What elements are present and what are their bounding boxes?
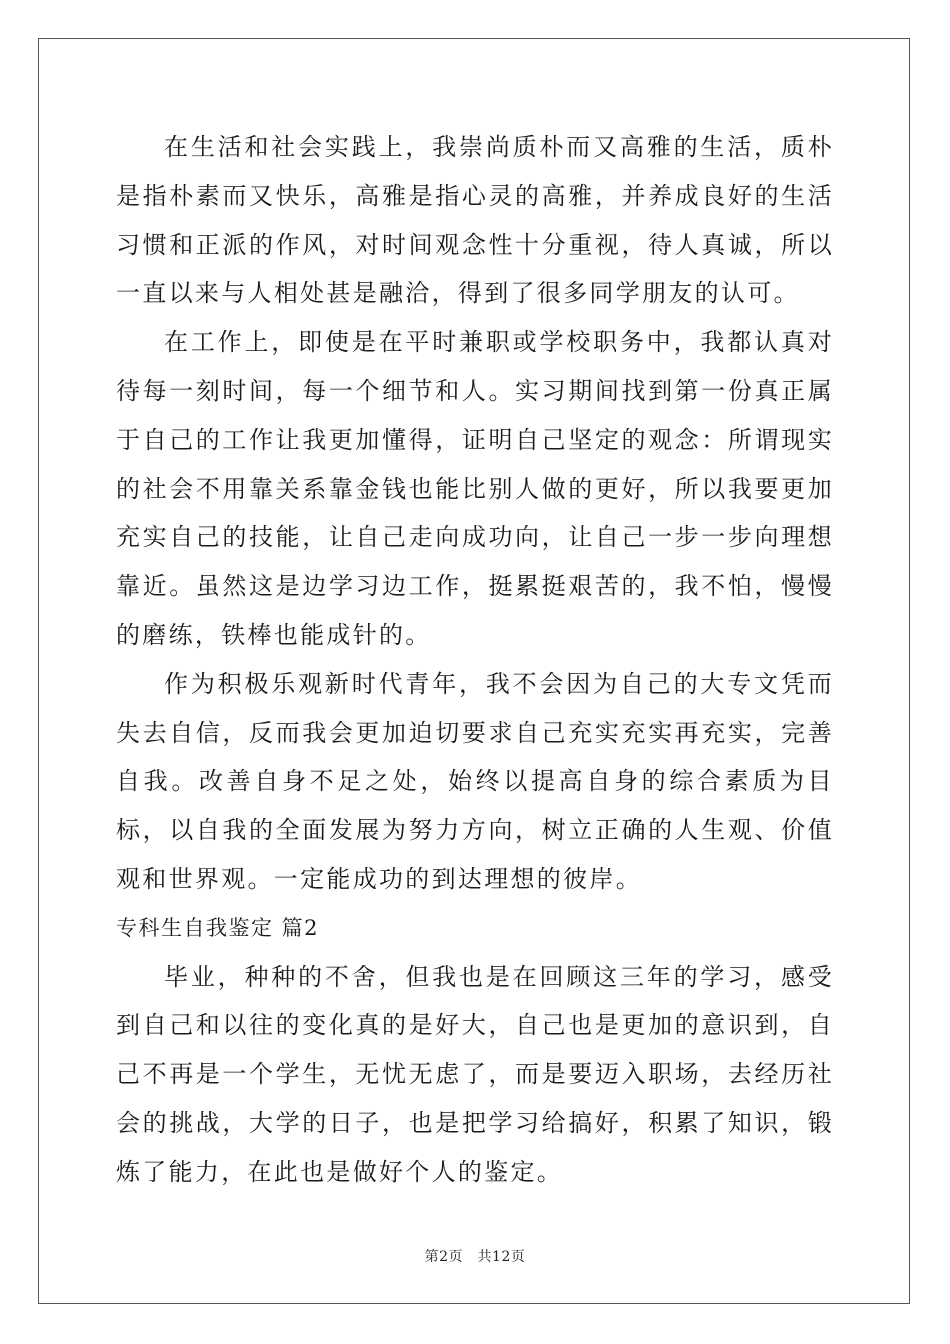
paragraph-work: 在工作上，即使是在平时兼职或学校职务中，我都认真对待每一刻时间，每一个细节和人。实习期间找到第一份真正属于自己的工作让我更加懂得，证明自己坚定的观念：所谓现实的社会不用靠关系靠金钱也能比别人做的更好，所以我要更加充实自己的技能，让自己走向成功向，让自己一步一步向理想靠近。虽然这是边学习边工作，挺累挺艰苦的，我不怕，慢慢的磨练，铁棒也能成针的。	[116, 328, 834, 649]
paragraph-attitude: 作为积极乐观新时代青年，我不会因为自己的大专文凭而失去自信，反而我会更加迫切要求自己充实充实再充实，完善自我。改善自身不足之处，始终以提高自身的综合素质为目标，以自我的全面发展为努力方向，树立正确的人生观、价值观和世界观。一定能成功的到达理想的彼岸。	[116, 669, 834, 893]
paragraph-life: 在生活和社会实践上，我崇尚质朴而又高雅的生活，质朴是指朴素而又快乐，高雅是指心灵的高雅，并养成良好的生活习惯和正派的作风，对时间观念性十分重视，待人真诚，所以一直以来与人相处甚是融洽，得到了很多同学朋友的认可。	[116, 133, 834, 308]
paragraph-graduation: 毕业，种种的不舍，但我也是在回顾这三年的学习，感受到自己和以往的变化真的是好大，自己也是更加的意识到，自己不再是一个学生，无忧无虑了，而是要迈入职场，去经历社会的挑战，大学的日子，也是把学习给搞好，积累了知识，锻炼了能力，在此也是做好个人的鉴定。	[116, 962, 834, 1186]
page-number: 第2页 共12页	[424, 1249, 526, 1265]
section-heading: 专科生自我鉴定 篇2	[116, 915, 320, 940]
document-body	[116, 123, 834, 1197]
